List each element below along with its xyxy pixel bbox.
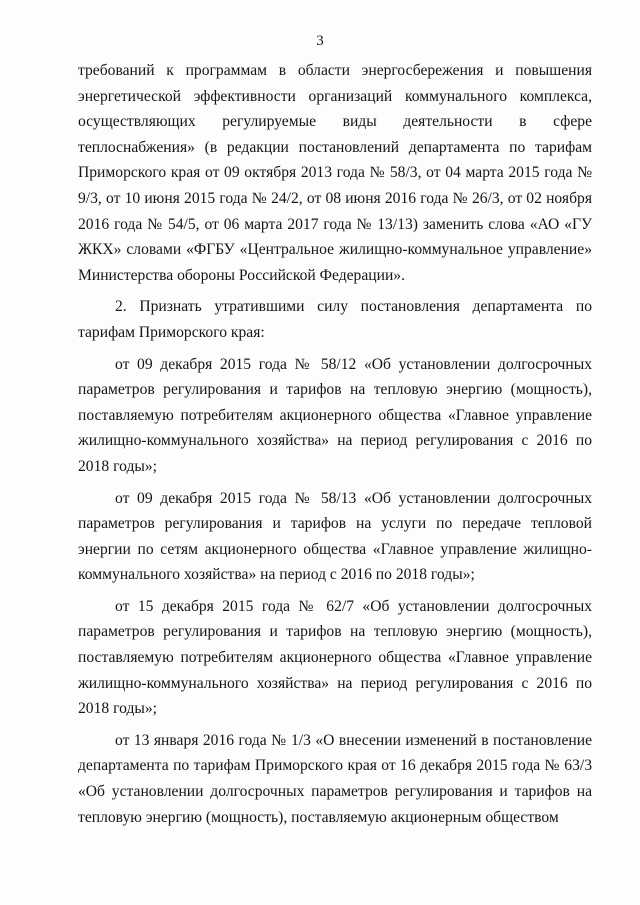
- page-number: 3: [316, 33, 324, 49]
- paragraph-resolution-62-7: от 15 декабря 2015 года № 62/7 «Об установлении долгосрочных параметров регулирования и тарифов на тепловую энергию (мощность), поставляемую потребителям акционерного общества «Главное управление жилищно-коммунального хозяйства» на период регулирования с 2016 по 2018 годы»;: [78, 597, 592, 718]
- document-body: [78, 58, 592, 836]
- paragraph-continuation: требований к программам в области энергосбережения и повышения энергетической эффективности организаций коммунального комплекса, осуществляющих регулируемые виды деятельности в сфере теплоснабжения» (в редакции постановлений департамента по тарифам Приморского края от 09 октября 2013 года № 58/3, от 04 марта 2015 года № 9/3, от 10 июня 2015 года № 24/2, от 08 июня 2016 года № 26/3, от 02 ноября 2016 года № 54/5, от 06 марта 2017 года № 13/13) заменить слова «АО «ГУ ЖКХ» словами «ФГБУ «Центральное жилищно-коммунальное управление» Министерства обороны Российской Федерации».: [78, 62, 592, 284]
- paragraph-resolution-1-3: от 13 января 2016 года № 1/3 «О внесении изменений в постановление департамента по тарифам Приморского края от 16 декабря 2015 года № 63/3 «Об установлении долгосрочных параметров регулирования и тарифов на тепловую энергию (мощность), поставляемую акционерным обществом: [78, 731, 592, 826]
- paragraph-resolution-58-13: от 09 декабря 2015 года № 58/13 «Об установлении долгосрочных параметров регулирования и тарифов на услуги по передаче тепловой энергии по сетям акционерного общества «Главное управление жилищно-коммунального хозяйства» на период с 2016 по 2018 годы»;: [78, 489, 592, 584]
- paragraph-resolution-58-12: от 09 декабря 2015 года № 58/12 «Об установлении долгосрочных параметров регулирования и тарифов на тепловую энергию (мощность), поставляемую потребителям акционерного общества «Главное управление жилищно-коммунального хозяйства» на период регулирования с 2016 по 2018 годы»;: [78, 355, 592, 475]
- paragraph-item-2: 2. Признать утратившими силу постановления департамента по тарифам Приморского края:: [78, 298, 592, 341]
